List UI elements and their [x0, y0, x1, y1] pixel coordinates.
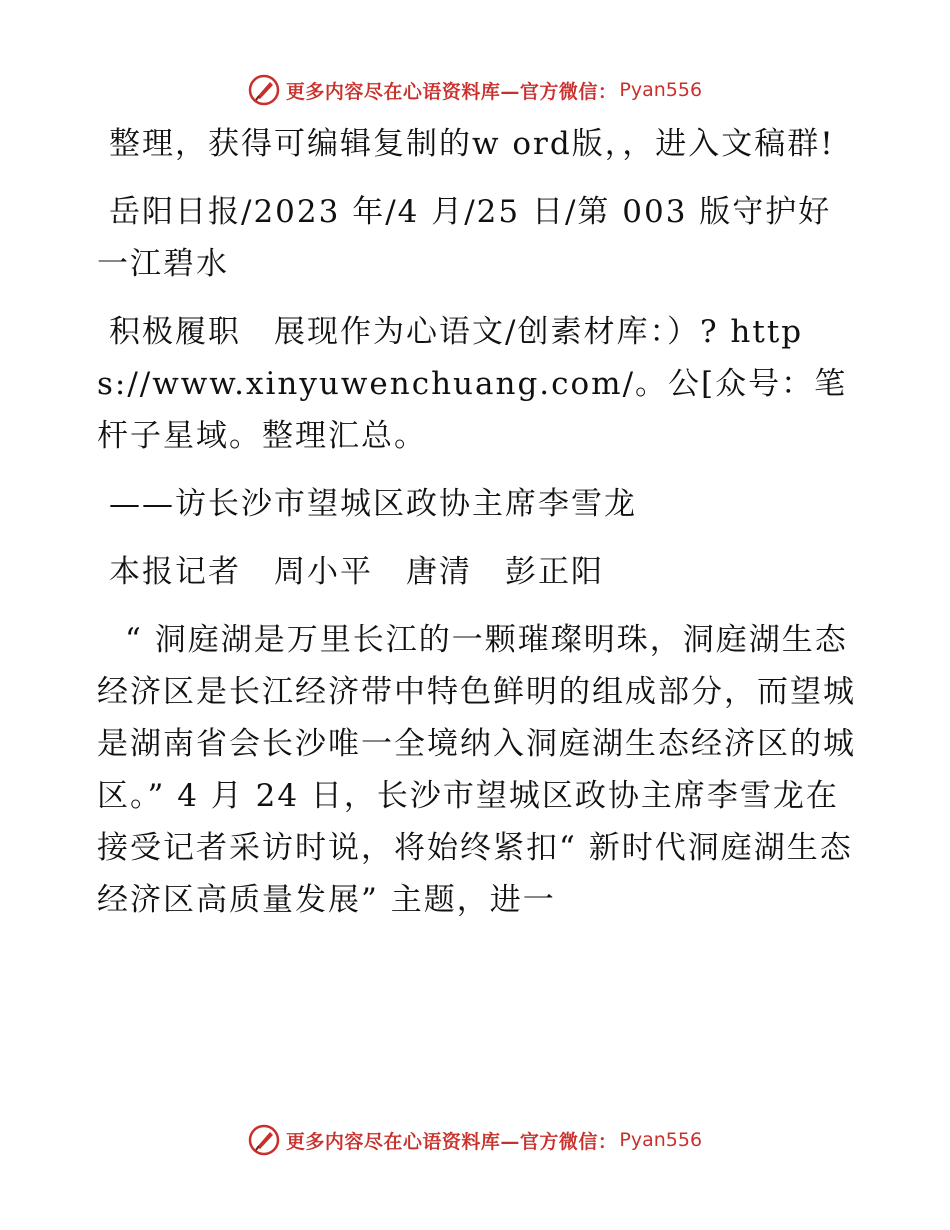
banner-contact: Pyan556 — [619, 1129, 703, 1151]
banner-contact: Pyan556 — [619, 79, 703, 101]
document-body — [97, 118, 857, 926]
quill-logo-icon — [248, 1124, 280, 1156]
banner-text: 更多内容尽在心语资料库—官方微信： — [285, 1130, 618, 1153]
header-banner — [0, 70, 950, 110]
paragraph: “ 洞庭湖是万里长江的一颗璀璨明珠，洞庭湖生态经济区是长江经济带中特色鲜明的组成部分，而望城是湖南省会长沙唯一全境纳入洞庭湖生态经济区的城区。” 4 月 24 日，长沙市望城区政协主席李雪龙在接受记者采访时说，将始终紧扣“ 新时代洞庭湖生态经济区高质量发展” 主题，进一 — [97, 622, 856, 918]
footer-banner — [0, 1120, 950, 1160]
paragraph: ——访长沙市望城区政协主席李雪龙 — [109, 486, 637, 522]
byline: 本报记者 周小平 唐清 彭正阳 — [109, 554, 604, 590]
paragraph: 岳阳日报/2023 年/4 月/25 日/第 003 版守护好一江碧水 — [97, 194, 832, 282]
banner-text: 更多内容尽在心语资料库—官方微信： — [285, 80, 618, 103]
quill-logo-icon — [248, 74, 280, 106]
paragraph: 整理，获得可编辑复制的w ord版，，进入文稿群! — [109, 126, 835, 162]
paragraph: 积极履职 展现作为心语文/创素材库：）? https://www.xinyuwenchuang.com/。公[众号：笔杆子星域。整理汇总。 — [97, 314, 848, 454]
